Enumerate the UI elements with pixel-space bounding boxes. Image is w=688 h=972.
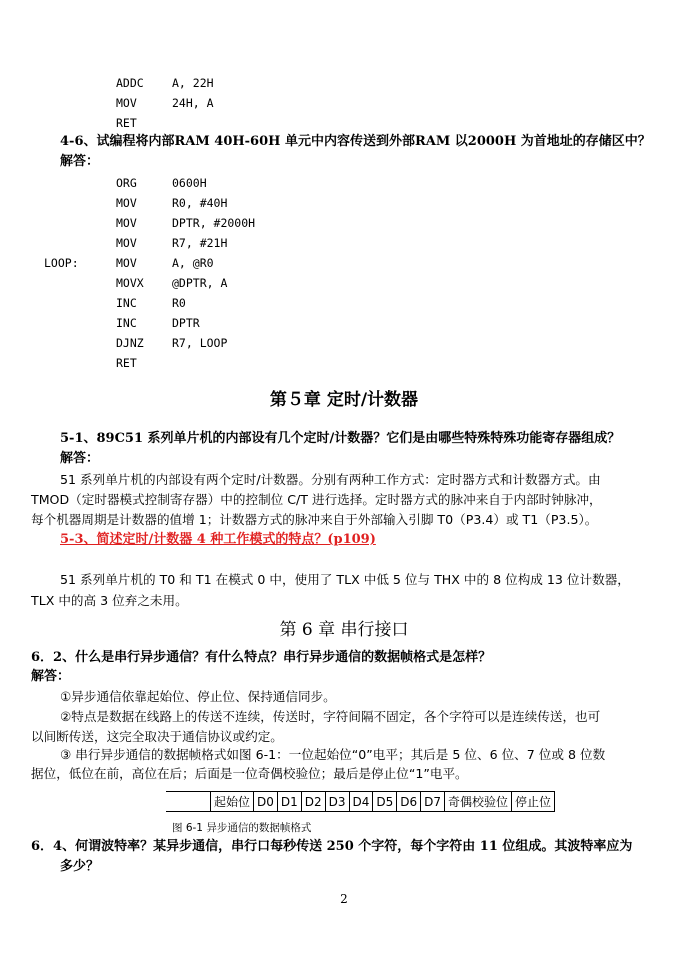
code-line bbox=[116, 93, 214, 113]
code-opcode: MOV bbox=[116, 216, 137, 230]
code-line bbox=[44, 253, 214, 273]
code-line bbox=[116, 273, 227, 293]
frame-cell: D6 bbox=[397, 792, 421, 812]
answer-5-1-line-1: 51 系列单片机的内部设有两个定时/计数器。分别有两种工作方式：定时器方式和计数器方式。由 bbox=[60, 472, 601, 487]
code-opcode: INC bbox=[116, 296, 137, 310]
answer-6-2-line-1: ①异步通信依靠起始位、停止位、保持通信同步。 bbox=[60, 689, 336, 704]
frame-cell: D1 bbox=[277, 792, 301, 812]
code-line bbox=[116, 173, 207, 193]
code-operand: A, 22H bbox=[172, 76, 214, 90]
frame-cell: D2 bbox=[301, 792, 325, 812]
frame-cell: D0 bbox=[254, 792, 278, 812]
code-operand: R0 bbox=[172, 296, 186, 310]
code-line bbox=[116, 333, 227, 353]
code-opcode: RET bbox=[116, 116, 137, 130]
code-opcode: MOVX bbox=[116, 276, 144, 290]
data-frame-format-table bbox=[166, 791, 555, 812]
frame-cell: D3 bbox=[325, 792, 349, 812]
answer-label-4-6: 解答： bbox=[60, 154, 100, 169]
answer-label-6-2: 解答： bbox=[31, 669, 71, 684]
code-operand: R7, #21H bbox=[172, 236, 228, 250]
code-operand: R0, #40H bbox=[172, 196, 228, 210]
code-opcode: MOV bbox=[116, 256, 137, 270]
code-operand: 0600H bbox=[172, 176, 207, 190]
code-operand: @DPTR, A bbox=[172, 276, 228, 290]
frame-cell: D7 bbox=[421, 792, 445, 812]
answer-label-5-1: 解答： bbox=[60, 451, 100, 466]
code-line bbox=[116, 213, 255, 233]
code-operand: A, @R0 bbox=[172, 256, 214, 270]
frame-cell: D5 bbox=[373, 792, 397, 812]
code-line bbox=[116, 313, 200, 333]
code-line bbox=[116, 73, 214, 93]
data-frame-row bbox=[166, 792, 555, 812]
question-6-2: 6．2、什么是串行异步通信？有什么特点？串行异步通信的数据帧格式是怎样？ bbox=[31, 650, 492, 665]
question-4-6: 4-6、试编程将内部RAM 40H-60H 单元中内容传送到外部RAM 以2000H 为首地址的存储区中？ bbox=[60, 134, 651, 149]
answer-5-1-line-3: 每个机器周期是计数器的值增 1；计数器方式的脉冲来自于外部输入引脚 T0（P3.4）或 T1（P3.5）。 bbox=[31, 512, 598, 527]
code-label: LOOP: bbox=[44, 256, 79, 270]
frame-leading-blank bbox=[166, 792, 211, 812]
frame-cell: 奇偶校验位 bbox=[445, 792, 512, 812]
page-number: 2 bbox=[340, 892, 348, 906]
frame-cell: 起始位 bbox=[211, 792, 254, 812]
code-operand: R7, LOOP bbox=[172, 336, 228, 350]
answer-5-1-line-2: TMOD（定时器模式控制寄存器）中的控制位 C/T 进行选择。定时器方式的脉冲来自于内部时钟脉冲， bbox=[31, 492, 602, 507]
answer-5-3-line-1: 51 系列单片机的 T0 和 T1 在模式 0 中，使用了 TLX 中低 5 位与 THX 中的 8 位构成 13 位计数器， bbox=[60, 572, 630, 587]
chapter-5-title: 第５章 定时/计数器 bbox=[269, 390, 419, 410]
code-opcode: MOV bbox=[116, 236, 137, 250]
code-line bbox=[116, 233, 227, 253]
answer-5-3-line-2: TLX 中的高 3 位弃之未用。 bbox=[31, 593, 188, 608]
code-opcode: ADDC bbox=[116, 76, 144, 90]
frame-cell: D4 bbox=[349, 792, 373, 812]
code-operand: DPTR, #2000H bbox=[172, 216, 256, 230]
answer-6-2-line-4: ③ 串行异步通信的数据帧格式如图 6-1：一位起始位“0”电平；其后是 5 位、6 位、7 位或 8 位数 bbox=[60, 747, 606, 762]
question-5-3: 5-3、简述定时/计数器 4 种工作模式的特点？(p109) bbox=[60, 532, 376, 547]
code-line bbox=[116, 293, 186, 313]
code-operand: DPTR bbox=[172, 316, 200, 330]
chapter-6-title: 第 6 章 串行接口 bbox=[279, 620, 409, 640]
question-5-1: 5-1、89C51 系列单片机的内部设有几个定时/计数器？它们是由哪些特殊特殊功能寄存器组成？ bbox=[60, 431, 621, 446]
code-line bbox=[116, 193, 227, 213]
code-line bbox=[116, 353, 172, 373]
question-6-4-line-1: 6．4、何谓波特率？某异步通信，串行口每秒传送 250 个字符，每个字符由 11 位组成。其波特率应为 bbox=[31, 839, 633, 854]
code-opcode: ORG bbox=[116, 176, 137, 190]
code-line bbox=[116, 113, 172, 133]
question-6-4-line-2: 多少？ bbox=[60, 859, 100, 874]
code-operand: 24H, A bbox=[172, 96, 214, 110]
code-opcode: MOV bbox=[116, 196, 137, 210]
answer-6-2-line-2: ②特点是数据在线路上的传送不连续，传送时，字符间隔不固定，各个字符可以是连续传送，也可 bbox=[60, 709, 601, 724]
code-opcode: DJNZ bbox=[116, 336, 144, 350]
figure-caption: 图 6-1 异步通信的数据帧格式 bbox=[172, 822, 312, 834]
code-opcode: INC bbox=[116, 316, 137, 330]
frame-cell: 停止位 bbox=[512, 792, 555, 812]
code-opcode: MOV bbox=[116, 96, 137, 110]
answer-6-2-line-3: 以间断传送，这完全取决于通信协议或约定。 bbox=[31, 729, 283, 744]
code-opcode: RET bbox=[116, 356, 137, 370]
answer-6-2-line-5: 据位，低位在前，高位在后；后面是一位奇偶校验位；最后是停止位“1”电平。 bbox=[31, 766, 468, 781]
